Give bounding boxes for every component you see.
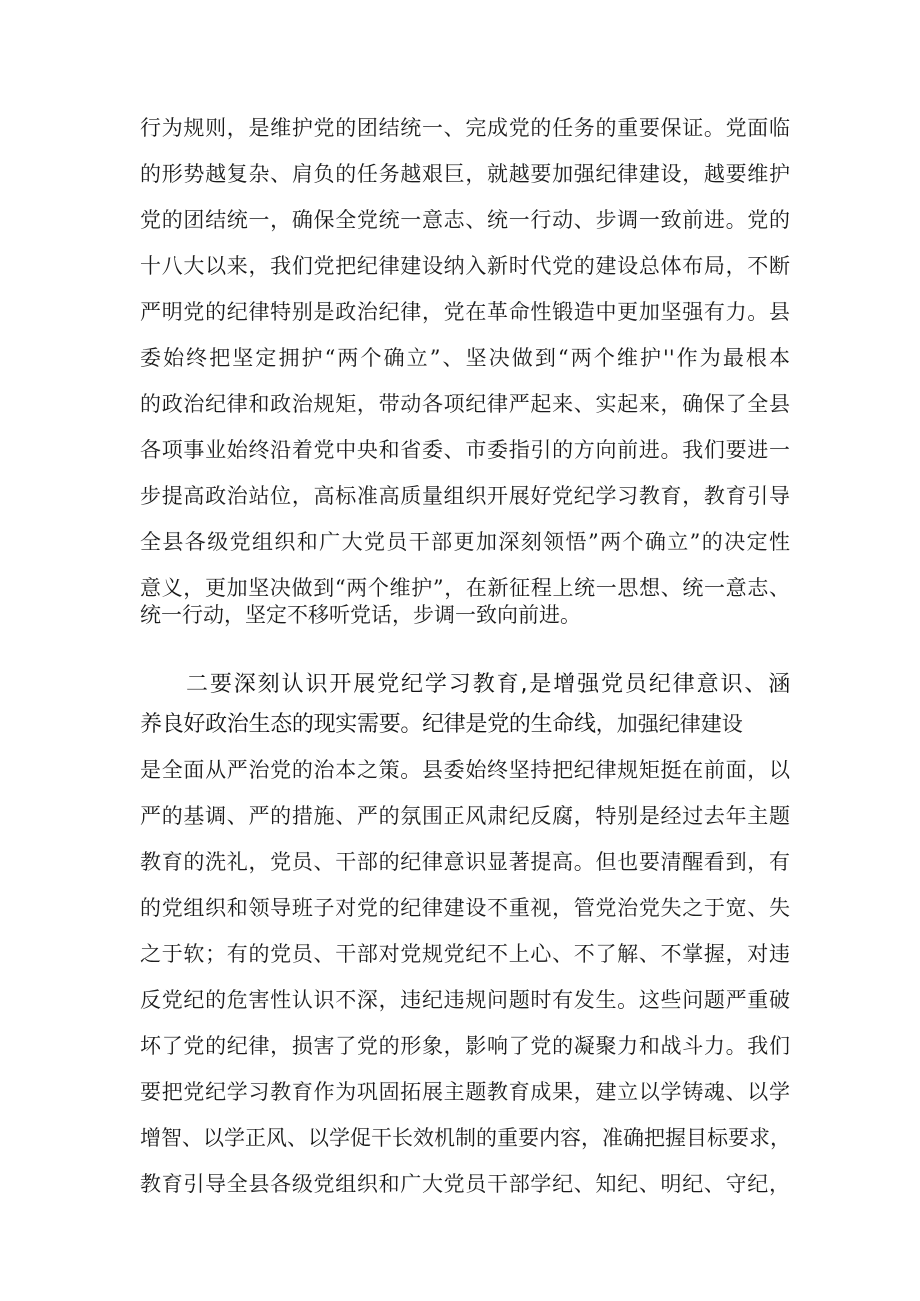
text-line — [140, 702, 790, 746]
text-line: 反党纪的危害性认识不深，违纪违规问题时有发生。这些问题严重破 — [140, 988, 790, 1012]
text-line: 的党组织和领导班子对党的纪律建设不重视，管党治党失之于宽、失 — [140, 896, 790, 920]
text-line: 严的基调、严的措施、严的氛围正风肃纪反腐，特别是经过去年主题 — [140, 804, 790, 828]
text-line: 委始终把坚定拥护“两个确立”、坚决做到“两个维护''作为最根本 — [140, 346, 790, 370]
text-line: 坏了党的纪律，损害了党的形象，影响了党的凝聚力和战斗力。我们 — [140, 1034, 790, 1058]
text-line: 统一行动，坚定不移听党话，步调一致向前进。 — [140, 603, 581, 627]
text-line: 严明党的纪律特别是政治纪律，党在革命性锻造中更加坚强有力。县 — [140, 300, 790, 324]
text-line: 各项事业始终沿着党中央和省委、市委指引的方向前进。我们要进一 — [140, 438, 790, 462]
text-line: 要把党纪学习教育作为巩固拓展主题教育成果，建立以学铸魂、以学 — [140, 1080, 790, 1104]
section-heading-text: 养良好政治生态的现实需要。纪律是党的生命线 — [140, 712, 596, 737]
text-line: 之于软；有的党员、干部对党规党纪不上心、不了解、不掌握，对违 — [140, 942, 790, 966]
text-line: 全县各级党组织和广大党员干部更加深刻领悟”两个确立”的决定性 — [140, 530, 790, 554]
text-line: 党的团结统一，确保全党统一意志、统一行动、步调一致前进。党的 — [140, 208, 790, 232]
text-line: 的形势越复杂、肩负的任务越艰巨，就越要加强纪律建设，越要维护 — [140, 162, 790, 186]
text-line: 意义，更加坚决做到“两个维护”，在新征程上统一思想、统一意志、 — [140, 576, 790, 600]
section-heading-line — [186, 662, 790, 706]
text-line: 的政治纪律和政治规矩，带动各项纪律严起来、实起来，确保了全县 — [140, 392, 790, 416]
section-heading-text: 二要深刻认识开展党纪学习教育,是增强党员纪律意识、涵 — [186, 672, 790, 697]
text-line: 教育的洗礼，党员、干部的纪律意识显著提高。但也要清醒看到，有 — [140, 850, 790, 874]
text-line: 步提高政治站位，高标准高质量组织开展好党纪学习教育，教育引导 — [140, 484, 790, 508]
text-line: 增智、以学正风、以学促干长效机制的重要内容，准确把握目标要求， — [140, 1126, 791, 1150]
text-line: 行为规则，是维护党的团结统一、完成党的任务的重要保证。党面临 — [140, 116, 790, 140]
text-line: 教育引导全县各级党组织和广大党员干部学纪、知纪、明纪、守纪， — [140, 1172, 790, 1196]
text-line: 是全面从严治党的治本之策。县委始终坚持把纪律规矩挺在前面，以 — [140, 758, 790, 782]
text-line: 十八大以来，我们党把纪律建设纳入新时代党的建设总体布局，不断 — [140, 254, 790, 278]
body-text: ，加强纪律建设 — [595, 712, 743, 736]
